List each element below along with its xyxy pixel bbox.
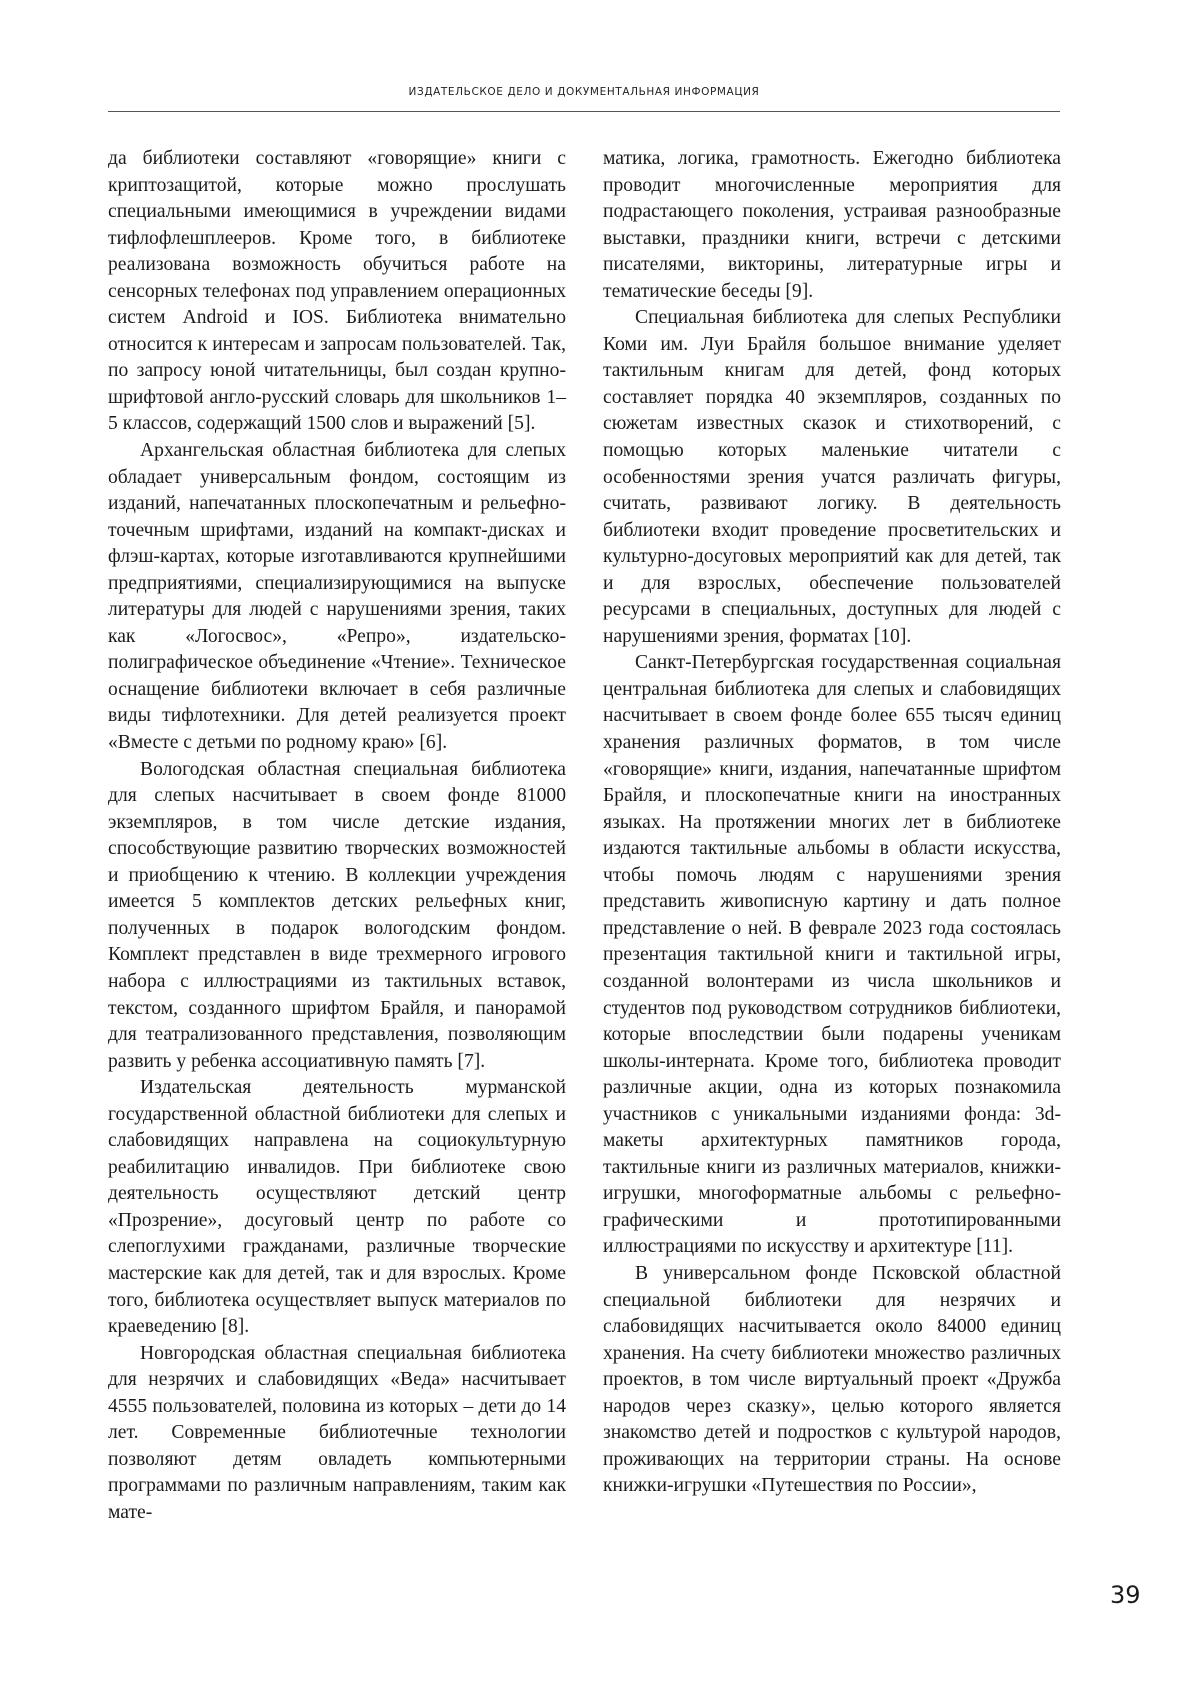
paragraph: Новгородская областная специальная библиотека для незрячих и слабовидящих «Веда» насчитывает 4555 пользователей, половина из которых – дети до 14 лет. Современные библиотечные технологии позволяют детям овладеть компьютерными программами по различным направлениям, таким как мате-: [108, 1342, 566, 1523]
paragraph: Санкт-Петербургская государственная социальная центральная библиотека для слепых и слабовидящих насчитывает в своем фонде более 655 тысяч единиц хранения различных форматов, в том числе «говорящие» книги, издания, напечатанные шрифтом Брайля, и плоскопечатные книги на иностранных языках. На протяжении многих лет в библиотеке издаются тактильные альбомы в области искусства, чтобы помочь людям с нарушениями зрения представить живописную картину и дать полное представление о ней. В феврале 2023 года состоялась презентация тактильной книги и тактильной игры, созданной волонтерами из числа школьников и студентов под руководством сотрудников библиотеки, которые впоследствии были подарены ученикам школы-интерната. Кроме того, библиотека проводит различные акции, одна из которых познакомила участников с уникальными изданиями фонда: 3d-макеты архитектурных памятников города, тактильные книги из различных материалов, книжки-игрушки, многоформатные альбомы с рельефно-графическими и прототипированными иллюстрациями по искусству и архитектуре [11].: [603, 652, 1061, 1258]
header-divider: [108, 111, 1060, 112]
paragraph: Издательская деятельность мурманской государственной областной библиотеки для слепых и слабовидящих направлена на социокультурную реабилитацию инвалидов. При библиотеке свою деятельность осуществляют детский центр «Прозрение», досуговый центр по работе со слепоглухими гражданами, различные творческие мастерские как для детей, так и для взрослых. Кроме того, библиотека осуществляет выпуск материалов по краеведению [8].: [108, 1077, 566, 1338]
right-text-column: [603, 146, 1061, 1500]
paragraph: Вологодская областная специальная библиотека для слепых насчитывает в своем фонде 81000 экземпляров, в том числе детские издания, способствующие развитию творческих возможностей и приобщению к чтению. В коллекции учреждения имеется 5 комплектов детских рельефных книг, полученных в подарок вологодским фондом. Комплект представлен в виде трехмерного игрового набора с иллюстрациями из тактильных вставок, текстом, созданного шрифтом Брайля, и панорамой для театрализованного представления, позволяющим развить у ребенка ассоциативную память [7].: [108, 758, 566, 1072]
paragraph: В универсальном фонде Псковской областной специальной библиотеки для незрячих и слабовидящих насчитывается около 84000 единиц хранения. На счету библиотеки множество различных проектов, в том числе виртуальный проект «Дружба народов через сказку», целью которого является знакомство детей и подростков с культурой народов, проживающих на территории страны. На основе книжки-игрушки «Путешествия по России»,: [603, 1262, 1061, 1497]
paragraph: Специальная библиотека для слепых Республики Коми им. Луи Брайля большое внимание уделяет тактильным книгам для детей, фонд которых составляет порядка 40 экземпляров, созданных по сюжетам известных сказок и стихотворений, с помощью которых маленькие читатели с особенностями зрения учатся различать фигуры, считать, развивают логику. В деятельность библиотеки входит проведение просветительских и культурно-досуговых мероприятий как для детей, так и для взрослых, обеспечение пользователей ресурсами в специальных, доступных для людей с нарушениями зрения, форматах [10].: [603, 307, 1061, 647]
page-number: 39: [1110, 1581, 1141, 1609]
paragraph: да библиотеки составляют «говорящие» книги с криптозащитой, которые можно прослушать специальными имеющимися в учреждении видами тифлофлешплееров. Кроме того, в библиотеке реализована возможность обучиться работе на сенсорных телефонах под управлением операционных систем Android и IOS. Библиотека внимательно относится к интересам и запросам пользователей. Так, по запросу юной читательницы, был создан крупно-шрифтовой англо-русский словарь для школьников 1–5 классов, содержащий 1500 слов и выражений [5].: [108, 148, 566, 435]
paragraph: Архангельская областная библиотека для слепых обладает универсальным фондом, состоящим из изданий, напечатанных плоскопечатным и рельефно-точечным шрифтами, изданий на компакт-дисках и флэш-картах, которые изготавливаются крупнейшими предприятиями, специализирующимися на выпуске литературы для людей с нарушениями зрения, таких как «Логосвос», «Репро», издательско-полиграфическое объединение «Чтение». Техническое оснащение библиотеки включает в себя различные виды тифлотехники. Для детей реализуется проект «Вместе с детьми по родному краю» [6].: [108, 440, 566, 754]
left-text-column: [108, 146, 566, 1526]
paragraph: матика, логика, грамотность. Ежегодно библиотека проводит многочисленные мероприятия для подрастающего поколения, устраивая разнообразные выставки, праздники книги, встречи с детскими писателями, викторины, литературные игры и тематические беседы [9].: [603, 148, 1061, 302]
running-header: ИЗДАТЕЛЬСКОЕ ДЕЛО И ДОКУМЕНТАЛЬНАЯ ИНФОРМАЦИЯ: [408, 86, 760, 98]
